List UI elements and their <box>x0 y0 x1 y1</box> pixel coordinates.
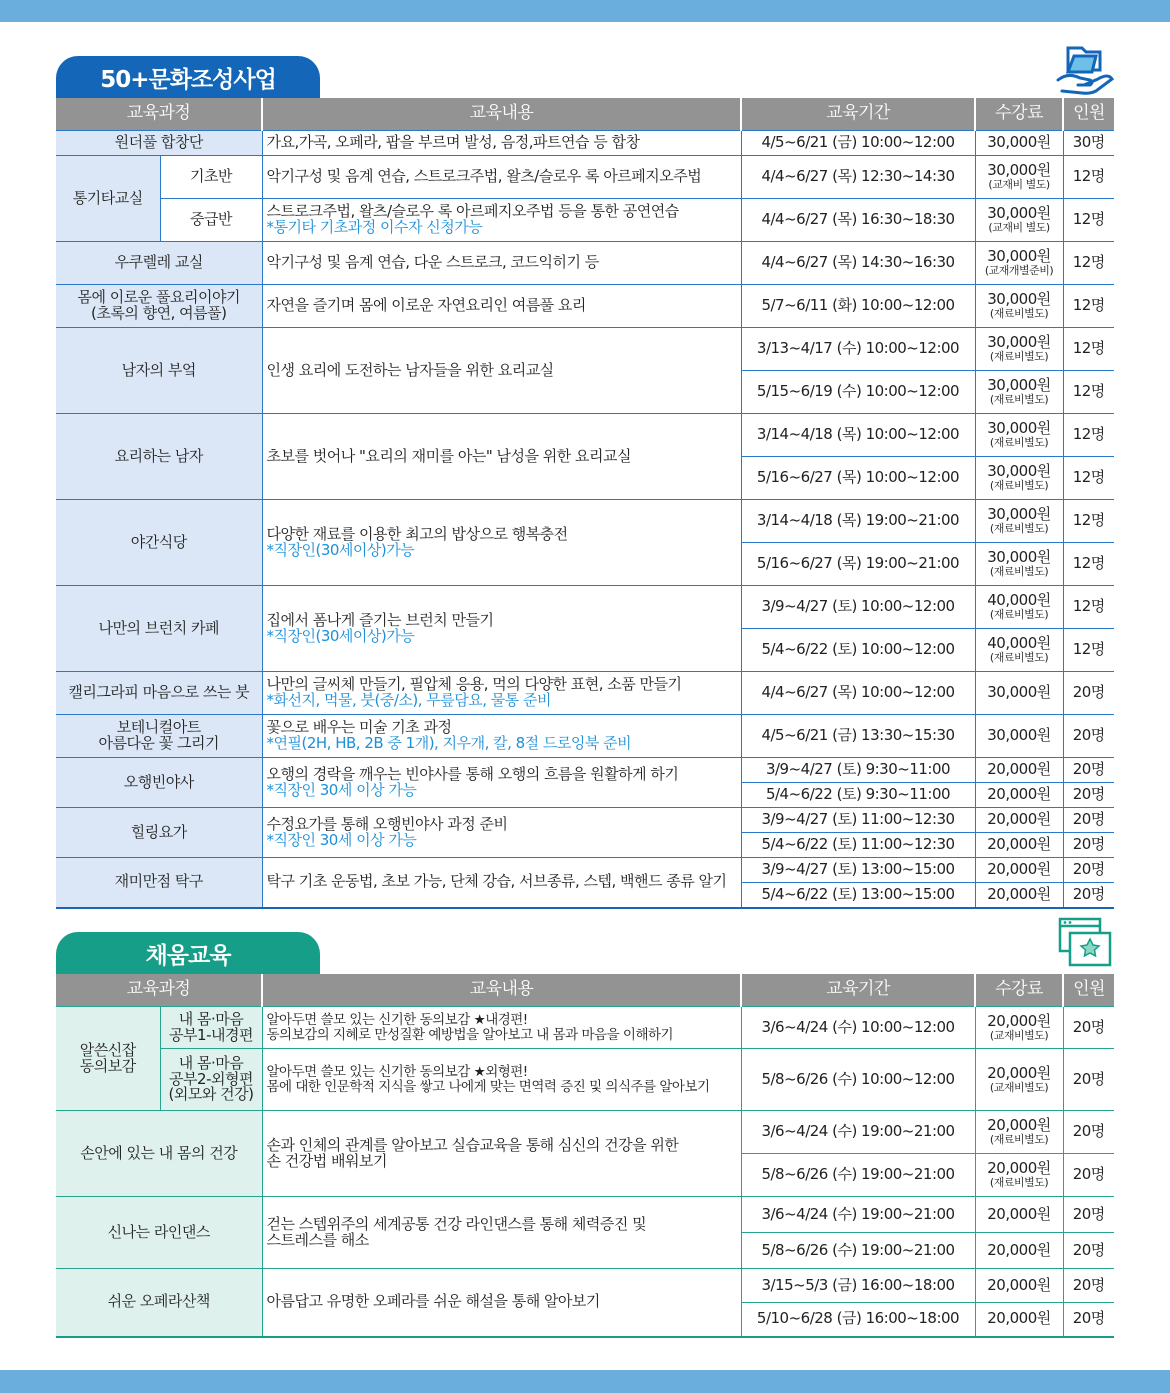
course-count: 20명 <box>1063 1197 1114 1233</box>
course-period: 5/16~6/27 (목) 19:00~21:00 <box>741 543 975 586</box>
course-period: 5/4~6/22 (토) 13:00~15:00 <box>741 883 975 908</box>
desc-note: *연필(2H, HB, 2B 중 1개), 지우개, 칼, 8절 드로잉북 준비 <box>266 734 632 752</box>
course-fee <box>975 414 1063 457</box>
desc-note: *직장인 30세 이상 가능 <box>266 830 417 849</box>
fee-amount: 20,000원 <box>987 1159 1051 1178</box>
fee-note: (교재비 별도) <box>988 221 1050 235</box>
course-period: 4/4~6/27 (목) 10:00~12:00 <box>741 672 975 715</box>
desc-note: *직장인(30세이상)가능 <box>266 626 415 645</box>
course-fee <box>975 783 1063 808</box>
course-count: 12명 <box>1063 414 1114 457</box>
fee-amount: 20,000원 <box>987 860 1051 879</box>
fee-note: (재료비별도) <box>989 522 1049 536</box>
fee-amount: 20,000원 <box>987 1063 1051 1082</box>
desc-note: *화선지, 먹물, 붓(중/소), 무릎담요, 물통 준비 <box>266 691 552 709</box>
course-fee <box>975 629 1063 672</box>
course-name: 요리하는 남자 <box>56 414 262 500</box>
fee-note: (재료비별도) <box>989 608 1049 622</box>
header-course: 교육과정 <box>56 98 262 131</box>
desc-text: 스트로크주법, 왈츠/슬로우 록 아르페지오주법 등을 통한 공연연습 <box>266 202 679 221</box>
course-name: 손안에 있는 내 몸의 건강 <box>56 1111 262 1197</box>
course-name <box>56 285 262 328</box>
table-row <box>56 328 1114 371</box>
table-row <box>56 285 1114 328</box>
course-name <box>56 715 262 758</box>
course-period: 3/9~4/27 (토) 13:00~15:00 <box>741 858 975 883</box>
course-count: 20명 <box>1063 672 1114 715</box>
course-fee <box>975 543 1063 586</box>
fee-amount: 40,000원 <box>987 591 1051 610</box>
subname-line2: 공부1-내경편 <box>169 1025 253 1044</box>
desc-text: 나만의 글씨체 만들기, 필압체 응용, 먹의 다양한 표현, 소품 만들기 <box>266 675 682 694</box>
fee-note: (재료비별도) <box>989 350 1049 364</box>
course-desc <box>262 715 741 758</box>
fee-note: (재료비별도) <box>989 393 1049 407</box>
course-count: 20명 <box>1063 1154 1114 1197</box>
course-period: 5/10~6/28 (금) 16:00~18:00 <box>741 1303 975 1337</box>
fee-amount: 20,000원 <box>987 1011 1051 1030</box>
course-name-line1: 알쓴신잡 <box>79 1040 136 1059</box>
course-subname: 기초반 <box>160 156 262 199</box>
fee-amount: 20,000원 <box>987 1204 1051 1223</box>
course-name: 원더풀 합창단 <box>56 131 262 156</box>
course-name: 신나는 라인댄스 <box>56 1197 262 1269</box>
fee-amount: 20,000원 <box>987 1240 1051 1259</box>
table-header-row <box>56 974 1114 1007</box>
course-fee <box>975 758 1063 783</box>
course-desc: 인생 요리에 도전하는 남자들을 위한 요리교실 <box>262 328 741 414</box>
course-period: 4/5~6/21 (금) 10:00~12:00 <box>741 131 975 156</box>
desc-text: 집에서 폼나게 즐기는 브런치 만들기 <box>266 610 494 629</box>
course-desc <box>262 199 741 242</box>
table-row <box>56 414 1114 457</box>
course-fee <box>975 285 1063 328</box>
header-period: 교육기간 <box>741 974 975 1007</box>
course-name: 쉬운 오페라산책 <box>56 1269 262 1337</box>
fee-amount: 40,000원 <box>987 634 1051 653</box>
course-fee <box>975 371 1063 414</box>
fee-note: (재료비별도) <box>989 307 1049 321</box>
course-fee <box>975 457 1063 500</box>
course-period: 3/6~4/24 (수) 10:00~12:00 <box>741 1007 975 1049</box>
course-desc <box>262 1049 741 1111</box>
fee-amount: 30,000원 <box>987 133 1051 152</box>
fee-amount: 30,000원 <box>987 505 1051 524</box>
course-count: 12명 <box>1063 629 1114 672</box>
course-desc <box>262 672 741 715</box>
fee-note: (교재개별준비) <box>984 264 1054 278</box>
chaeum-schedule-table <box>56 974 1114 1338</box>
course-period: 3/9~4/27 (토) 9:30~11:00 <box>741 758 975 783</box>
course-count: 12명 <box>1063 586 1114 629</box>
table-row <box>56 672 1114 715</box>
course-desc: 악기구성 및 음계 연습, 스트로크주법, 왈츠/슬로우 록 아르페지오주법 <box>262 156 741 199</box>
header-content: 교육내용 <box>262 98 741 131</box>
fee-amount: 30,000원 <box>987 290 1051 309</box>
header-count: 인원 <box>1063 974 1114 1007</box>
section-title-chaeum: 채움교육 <box>56 932 320 974</box>
course-count: 20명 <box>1063 715 1114 758</box>
course-fee <box>975 1197 1063 1233</box>
table-row <box>56 1269 1114 1303</box>
course-name: 재미만점 탁구 <box>56 858 262 908</box>
course-count: 20명 <box>1063 1007 1114 1049</box>
course-fee <box>975 500 1063 543</box>
fee-amount: 30,000원 <box>987 333 1051 352</box>
course-count: 20명 <box>1063 833 1114 858</box>
course-count: 12명 <box>1063 199 1114 242</box>
subname-line3: (외모와 건강) <box>168 1085 254 1104</box>
course-period: 5/7~6/11 (화) 10:00~12:00 <box>741 285 975 328</box>
fee-amount: 30,000원 <box>987 683 1051 702</box>
course-desc <box>262 586 741 672</box>
course-desc: 초보를 벗어나 "요리의 재미를 아는" 남성을 위한 요리교실 <box>262 414 741 500</box>
desc-text: 꽃으로 배우는 미술 기초 과정 <box>266 718 452 737</box>
course-desc: 가요,가곡, 오페라, 팝을 부르며 발성, 음정,파트연습 등 합창 <box>262 131 741 156</box>
course-name-line1: 보테니컬아트 <box>116 718 201 737</box>
course-period: 4/4~6/27 (목) 12:30~14:30 <box>741 156 975 199</box>
course-period: 3/14~4/18 (목) 19:00~21:00 <box>741 500 975 543</box>
fee-amount: 30,000원 <box>987 376 1051 395</box>
course-count: 20명 <box>1063 1269 1114 1303</box>
desc-text: 손과 인체의 관계를 알아보고 실습교육을 통해 심신의 건강을 위한 <box>266 1135 679 1154</box>
fee-amount: 30,000원 <box>987 419 1051 438</box>
course-period: 5/4~6/22 (토) 11:00~12:30 <box>741 833 975 858</box>
course-count: 12명 <box>1063 457 1114 500</box>
course-count: 12명 <box>1063 543 1114 586</box>
desc-text: 오행의 경락을 깨우는 빈야사를 통해 오행의 흐름을 원활하게 하기 <box>266 764 679 783</box>
table-header-row <box>56 98 1114 131</box>
course-count: 12명 <box>1063 285 1114 328</box>
course-fee <box>975 586 1063 629</box>
table-row <box>56 156 1114 199</box>
course-name <box>56 1007 160 1111</box>
desc-text: 알아두면 쓸모 있는 신기한 동의보감 ★내경편! <box>266 1012 528 1029</box>
table-row <box>56 242 1114 285</box>
course-count: 12명 <box>1063 156 1114 199</box>
header-content: 교육내용 <box>262 974 741 1007</box>
course-count: 20명 <box>1063 1303 1114 1337</box>
course-period: 5/8~6/26 (수) 10:00~12:00 <box>741 1049 975 1111</box>
course-period: 3/6~4/24 (수) 19:00~21:00 <box>741 1197 975 1233</box>
course-count: 20명 <box>1063 883 1114 908</box>
course-fee <box>975 328 1063 371</box>
course-subname: 중급반 <box>160 199 262 242</box>
course-desc <box>262 1111 741 1197</box>
course-name: 우쿠렐레 교실 <box>56 242 262 285</box>
course-period: 5/8~6/26 (수) 19:00~21:00 <box>741 1233 975 1269</box>
fee-amount: 30,000원 <box>987 204 1051 223</box>
desc-note: *직장인 30세 이상 가능 <box>266 780 417 799</box>
course-fee <box>975 715 1063 758</box>
course-fee <box>975 1049 1063 1111</box>
table-row <box>56 808 1114 833</box>
course-fee <box>975 833 1063 858</box>
fee-note: (재료비별도) <box>989 479 1049 493</box>
section-title-culture: 50+문화조성사업 <box>56 56 320 98</box>
fee-amount: 20,000원 <box>987 1116 1051 1135</box>
hand-document-icon <box>1054 42 1116 98</box>
header-fee: 수강료 <box>975 98 1063 131</box>
table-row <box>56 715 1114 758</box>
course-fee <box>975 1154 1063 1197</box>
fee-amount: 30,000원 <box>987 726 1051 745</box>
subname-line1: 내 몸·마음 <box>178 1009 244 1028</box>
course-fee <box>975 1269 1063 1303</box>
header-count: 인원 <box>1063 98 1114 131</box>
fee-amount: 20,000원 <box>987 1309 1051 1328</box>
table-row <box>56 858 1114 883</box>
course-name: 통기타교실 <box>56 156 160 242</box>
bottom-band <box>0 1370 1170 1393</box>
course-name: 나만의 브런치 카페 <box>56 586 262 672</box>
course-desc: 자연을 즐기며 몸에 이로운 자연요리인 여름풀 요리 <box>262 285 741 328</box>
course-period: 3/9~4/27 (토) 10:00~12:00 <box>741 586 975 629</box>
fee-note: (재료비별도) <box>989 436 1049 450</box>
course-period: 3/15~5/3 (금) 16:00~18:00 <box>741 1269 975 1303</box>
fee-amount: 20,000원 <box>987 1275 1051 1294</box>
fee-amount: 20,000원 <box>987 884 1051 903</box>
course-name: 야간식당 <box>56 500 262 586</box>
course-period: 3/6~4/24 (수) 19:00~21:00 <box>741 1111 975 1154</box>
course-count: 20명 <box>1063 758 1114 783</box>
fee-amount: 20,000원 <box>987 760 1051 779</box>
fee-amount: 30,000원 <box>987 462 1051 481</box>
course-name: 남자의 부엌 <box>56 328 262 414</box>
course-period: 4/4~6/27 (목) 16:30~18:30 <box>741 199 975 242</box>
course-count: 20명 <box>1063 783 1114 808</box>
course-fee <box>975 1007 1063 1049</box>
course-name: 힐링요가 <box>56 808 262 858</box>
culture-schedule-table <box>56 98 1114 909</box>
course-count: 12명 <box>1063 328 1114 371</box>
course-fee <box>975 858 1063 883</box>
desc-text: 다양한 재료를 이용한 최고의 밥상으로 행복충전 <box>266 524 568 543</box>
course-fee <box>975 156 1063 199</box>
course-desc <box>262 758 741 808</box>
course-desc <box>262 500 741 586</box>
course-desc: 탁구 기초 운동법, 초보 가능, 단체 강습, 서브종류, 스텝, 백핸드 종류 알기 <box>262 858 741 908</box>
fee-note: (교재비별도) <box>989 1080 1049 1094</box>
course-desc <box>262 1007 741 1049</box>
desc-text-2: 동의보감의 지혜로 만성질환 예방법을 알아보고 내 몸과 마음을 이해하기 <box>266 1026 674 1043</box>
course-fee <box>975 808 1063 833</box>
table-row <box>56 1197 1114 1233</box>
course-count: 12명 <box>1063 500 1114 543</box>
desc-text-2: 스트레스를 해소 <box>266 1230 369 1249</box>
course-period: 5/8~6/26 (수) 19:00~21:00 <box>741 1154 975 1197</box>
table-row <box>56 1111 1114 1154</box>
top-band <box>0 0 1170 22</box>
course-name-line2: 동의보감 <box>79 1056 136 1075</box>
header-period: 교육기간 <box>741 98 975 131</box>
course-name-line2: (초록의 향연, 여름풀) <box>91 304 227 322</box>
fee-note: (교재비 별도) <box>988 178 1050 192</box>
subname-line1: 내 몸·마음 <box>178 1053 244 1072</box>
fee-amount: 30,000원 <box>987 548 1051 567</box>
table-row <box>56 500 1114 543</box>
course-period: 5/4~6/22 (토) 9:30~11:00 <box>741 783 975 808</box>
course-fee <box>975 883 1063 908</box>
fee-amount: 20,000원 <box>987 810 1051 829</box>
fee-note: (재료비별도) <box>989 1176 1049 1190</box>
course-subname <box>160 1007 262 1049</box>
course-name-line1: 몸에 이로운 풀요리이야기 <box>77 288 240 307</box>
course-name-line2: 아름다운 꽃 그리기 <box>98 734 219 752</box>
course-fee <box>975 1233 1063 1269</box>
desc-text: 알아두면 쓸모 있는 신기한 동의보감 ★외형편! <box>266 1064 528 1081</box>
course-period: 4/4~6/27 (목) 14:30~16:30 <box>741 242 975 285</box>
course-fee <box>975 1303 1063 1337</box>
course-desc <box>262 808 741 858</box>
desc-text: 걷는 스텝위주의 세계공통 건강 라인댄스를 통해 체력증진 및 <box>266 1214 647 1233</box>
desc-text: 수정요가를 통해 오행빈야사 과정 준비 <box>266 814 508 833</box>
course-desc: 아름답고 유명한 오페라를 쉬운 해설을 통해 알아보기 <box>262 1269 741 1337</box>
course-period: 5/16~6/27 (목) 10:00~12:00 <box>741 457 975 500</box>
course-name: 캘리그라피 마음으로 쓰는 붓 <box>56 672 262 715</box>
header-course: 교육과정 <box>56 974 262 1007</box>
fee-amount: 20,000원 <box>987 785 1051 804</box>
course-count: 20명 <box>1063 1049 1114 1111</box>
course-period: 5/15~6/19 (수) 10:00~12:00 <box>741 371 975 414</box>
fee-amount: 30,000원 <box>987 247 1051 266</box>
course-fee <box>975 672 1063 715</box>
course-fee <box>975 1111 1063 1154</box>
table-row <box>56 1049 1114 1111</box>
table-row <box>56 758 1114 783</box>
fee-note: (재료비별도) <box>989 1133 1049 1147</box>
course-count: 20명 <box>1063 858 1114 883</box>
course-count: 20명 <box>1063 1233 1114 1269</box>
course-fee <box>975 199 1063 242</box>
desc-note: *통기타 기초과정 이수자 신청가능 <box>266 218 483 236</box>
course-count: 20명 <box>1063 1111 1114 1154</box>
subname-line2: 공부2-외형편 <box>169 1069 253 1088</box>
table-row <box>56 199 1114 242</box>
table-row <box>56 1007 1114 1049</box>
fee-note: (교재비별도) <box>989 1028 1049 1042</box>
course-period: 3/14~4/18 (목) 10:00~12:00 <box>741 414 975 457</box>
table-row <box>56 586 1114 629</box>
course-count: 12명 <box>1063 242 1114 285</box>
course-period: 4/5~6/21 (금) 13:30~15:30 <box>741 715 975 758</box>
course-count: 30명 <box>1063 131 1114 156</box>
course-count: 20명 <box>1063 808 1114 833</box>
course-desc <box>262 1197 741 1269</box>
course-subname <box>160 1049 262 1111</box>
desc-text-2: 손 건강법 배워보기 <box>266 1151 387 1170</box>
header-fee: 수강료 <box>975 974 1063 1007</box>
course-count: 12명 <box>1063 371 1114 414</box>
table-row <box>56 131 1114 156</box>
fee-amount: 20,000원 <box>987 835 1051 854</box>
desc-text-2: 몸에 대한 인문학적 지식을 쌓고 나에게 맞는 면역력 증진 및 의식주를 알아보기 <box>266 1078 710 1095</box>
browser-star-icon <box>1056 915 1116 973</box>
course-fee <box>975 242 1063 285</box>
course-desc: 악기구성 및 음계 연습, 다운 스트로크, 코드익히기 등 <box>262 242 741 285</box>
course-period: 3/9~4/27 (토) 11:00~12:30 <box>741 808 975 833</box>
course-period: 5/4~6/22 (토) 10:00~12:00 <box>741 629 975 672</box>
course-fee <box>975 131 1063 156</box>
fee-note: (재료비별도) <box>989 565 1049 579</box>
course-name: 오행빈야사 <box>56 758 262 808</box>
fee-amount: 30,000원 <box>987 161 1051 180</box>
fee-note: (재료비별도) <box>989 651 1049 665</box>
course-period: 3/13~4/17 (수) 10:00~12:00 <box>741 328 975 371</box>
desc-note: *직장인(30세이상)가능 <box>266 540 415 559</box>
